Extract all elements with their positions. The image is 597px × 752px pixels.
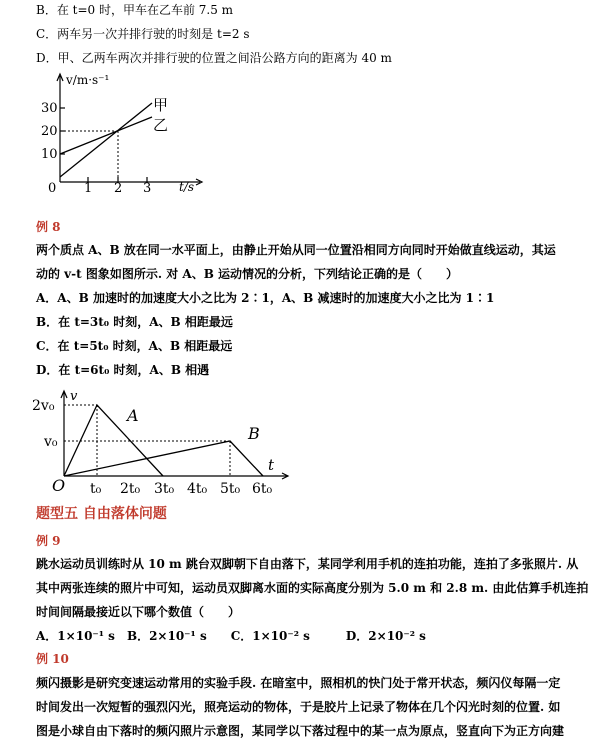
line-b xyxy=(64,441,263,476)
prev-option-c: C．两车另一次并排行驶的时刻是 t=2 s xyxy=(36,27,250,41)
example-8-stem-1: 两个质点 A、B 放在同一水平面上，由静止开始从同一位置沿相同方向同时开始做直线运动，其运 xyxy=(36,243,556,257)
vt-graph-2 xyxy=(30,388,290,503)
x-tick-4t0: 4t₀ xyxy=(187,481,208,497)
prev-option-b: B．在 t=0 时，甲车在乙车前 7.5 m xyxy=(36,3,234,17)
x-tick-1: 1 xyxy=(84,181,93,195)
example-8-title: 例 8 xyxy=(36,220,61,234)
example-9-title: 例 9 xyxy=(36,534,61,548)
y-axis-label: v xyxy=(70,389,78,404)
line-jia xyxy=(60,103,152,177)
y-tick-v0: v₀ xyxy=(44,434,58,450)
example-8-option-a: A．A、B 加速时的加速度大小之比为 2∶1，A、B 减速时的加速度大小之比为 1∶1 xyxy=(36,291,495,305)
example-10-stem-3: 图是小球自由下落时的频闪照片示意图，某同学以下落过程中的某一点为原点，竖直向下为正方向建 xyxy=(36,724,565,738)
x-axis-label: t/s xyxy=(179,180,195,194)
origin-label: 0 xyxy=(48,181,57,195)
section-heading: 题型五 自由落体问题 xyxy=(36,506,167,522)
x-tick-5t0: 5t₀ xyxy=(220,481,241,497)
y-tick-10: 10 xyxy=(41,147,58,162)
x-tick-t0: t₀ xyxy=(90,481,102,497)
example-9-stem-1: 跳水运动员训练时从 10 m 跳台双脚朝下自由落下，某同学利用手机的连拍功能，连拍了多张照片. 从 xyxy=(36,557,579,571)
x-axis-label: t xyxy=(268,456,275,474)
x-tick-2t0: 2t₀ xyxy=(120,481,141,497)
example-9-options: A．1×10⁻¹ s B．2×10⁻¹ s C．1×10⁻² s D．2×10⁻² s xyxy=(36,629,426,643)
y-tick-2v0: 2v₀ xyxy=(32,398,55,414)
example-8-option-c: C．在 t=5t₀ 时刻，A、B 相距最远 xyxy=(36,339,233,353)
x-tick-3: 3 xyxy=(143,181,152,195)
prev-option-d: D．甲、乙两车两次并排行驶的位置之间沿公路方向的距离为 40 m xyxy=(36,51,392,65)
example-9-stem-3: 时间间隔最接近以下哪个数值（ ） xyxy=(36,605,241,619)
line-yi xyxy=(60,117,152,154)
example-8-option-b: B．在 t=3t₀ 时刻，A、B 相距最远 xyxy=(36,315,233,329)
example-8-stem-2: 动的 v-t 图象如图所示. 对 A、B 运动情况的分析，下列结论正确的是（ ） xyxy=(36,267,459,281)
example-8-option-d: D．在 t=6t₀ 时刻，A、B 相遇 xyxy=(36,363,210,377)
example-10-title: 例 10 xyxy=(36,652,69,666)
example-10-stem-1: 频闪摄影是研究变速运动常用的实验手段. 在暗室中，照相机的快门处于常开状态，频闪仪每隔一定 xyxy=(36,676,561,690)
y-tick-30: 30 xyxy=(41,101,58,116)
y-tick-20: 20 xyxy=(41,124,58,139)
label-b: B xyxy=(248,424,260,443)
y-axis-label: v/m·s⁻¹ xyxy=(66,73,110,87)
x-tick-2: 2 xyxy=(114,181,123,195)
example-9-stem-2: 其中两张连续的照片中可知，运动员双脚离水面的实际高度分别为 5.0 m 和 2.8 m. 由此估算手机连拍 xyxy=(36,581,589,595)
label-a: A xyxy=(127,406,139,425)
vt-graph-1 xyxy=(36,70,206,195)
example-10-stem-2: 时间发出一次短暂的强烈闪光，照亮运动的物体，于是胶片上记录了物体在几个闪光时刻的位置. 如 xyxy=(36,700,561,714)
x-tick-3t0: 3t₀ xyxy=(154,481,175,497)
x-tick-6t0: 6t₀ xyxy=(252,481,273,497)
label-jia: 甲 xyxy=(153,96,169,114)
label-yi: 乙 xyxy=(153,116,169,134)
origin-label: O xyxy=(52,476,66,495)
